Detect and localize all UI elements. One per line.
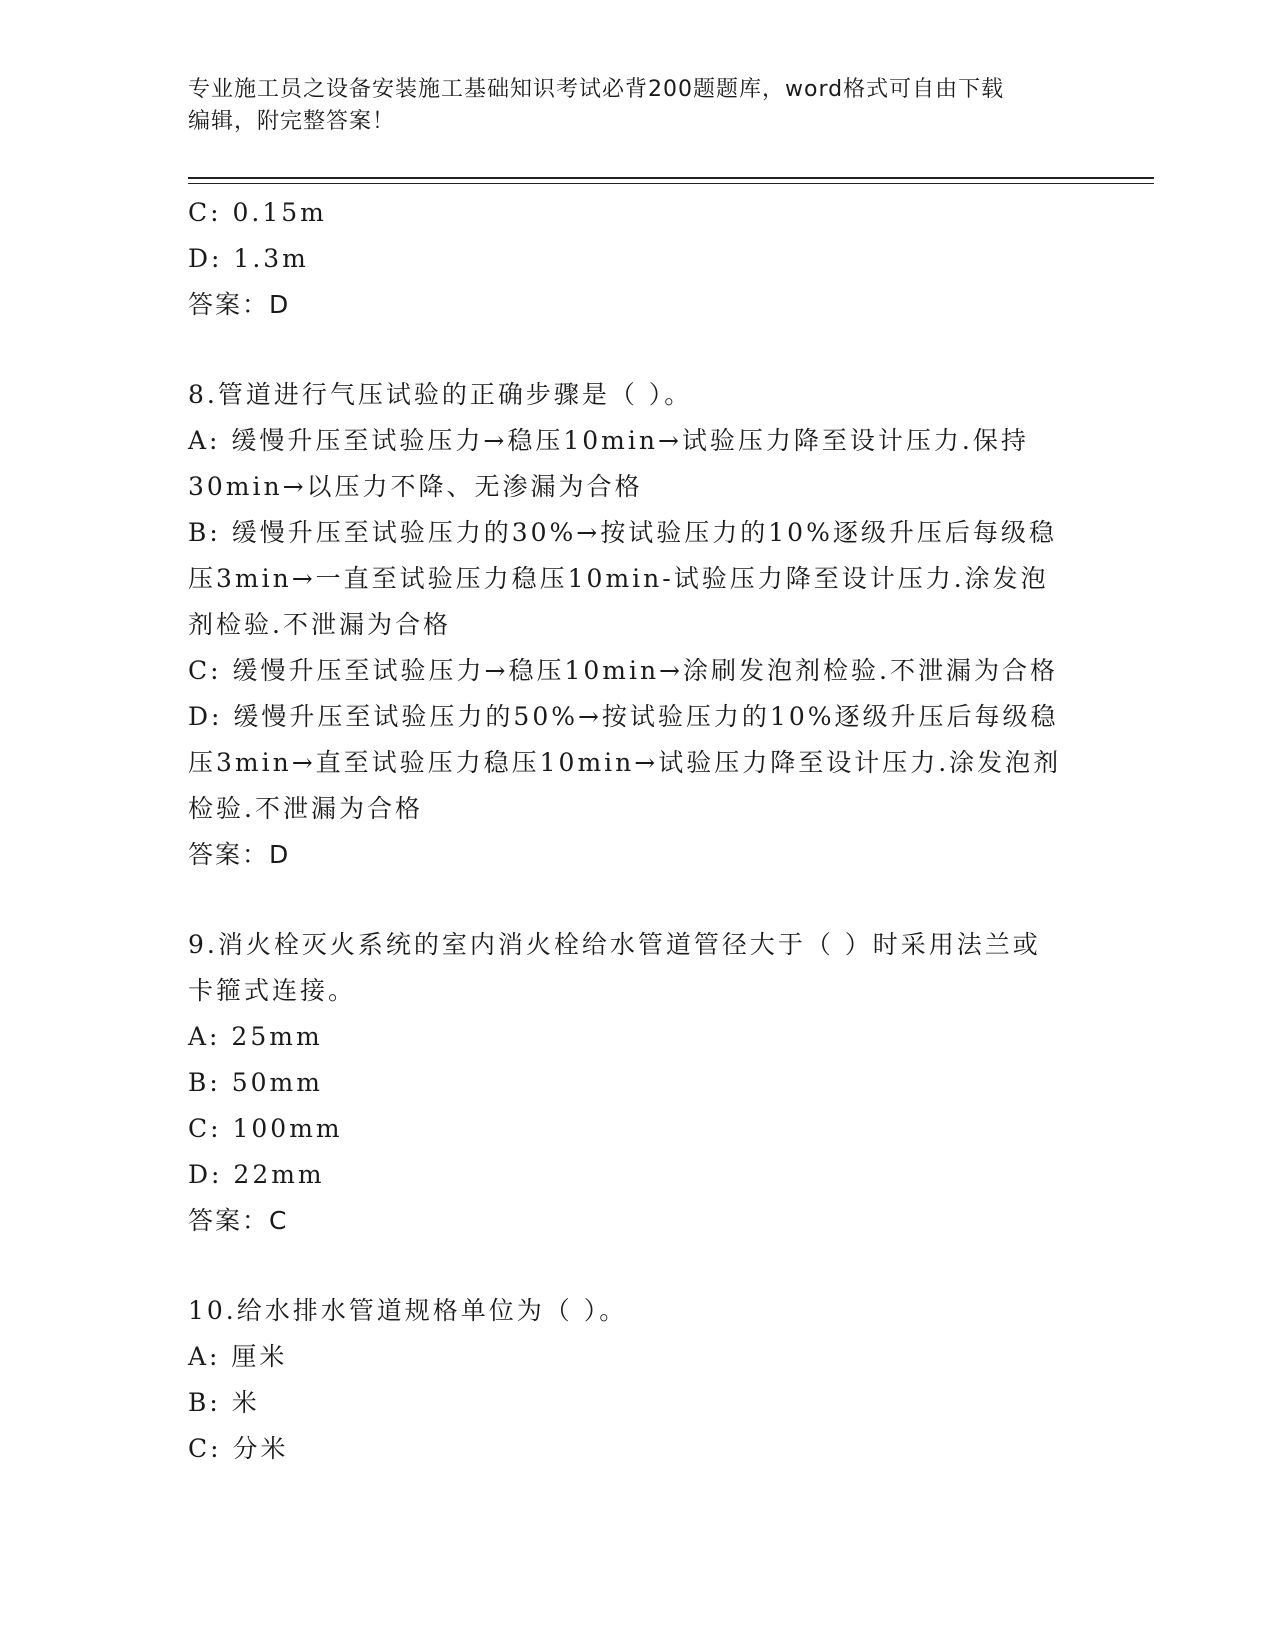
spacer (188, 1244, 1088, 1288)
option-b-line-3: 剂检验.不泄漏为合格 (188, 610, 451, 639)
option-d: D: 1.3m (188, 244, 309, 273)
question-9 (188, 922, 1088, 1244)
header-line-1: 专业施工员之设备安装施工基础知识考试必背200题题库，word格式可自由下载 (188, 77, 1005, 102)
question-text-line-1: 9.消火栓灭火系统的室内消火栓给水管道管径大于（ ）时采用法兰或 (188, 930, 1041, 959)
option-c: C: 100mm (188, 1114, 343, 1143)
option-b-line-1: B: 缓慢升压至试验压力的30%→按试验压力的10%逐级升压后每级稳 (188, 518, 1057, 547)
option-a: A: 25mm (188, 1022, 323, 1051)
option-c: C: 0.15m (188, 198, 327, 227)
answer: 答案：D (188, 290, 291, 319)
question-10 (188, 1288, 1088, 1472)
option-d-line-2: 压3min→直至试验压力稳压10min→试验压力降至设计压力.涂发泡剂 (188, 748, 1062, 777)
page-header (188, 74, 1068, 138)
option-a: A: 厘米 (188, 1342, 288, 1371)
option-a-line-2: 30min→以压力不降、无渗漏为合格 (188, 472, 643, 501)
option-c: C: 缓慢升压至试验压力→稳压10min→涂刷发泡剂检验.不泄漏为合格 (188, 656, 1058, 685)
option-b: B: 50mm (188, 1068, 323, 1097)
question-content (188, 190, 1088, 1472)
answer: 答案：C (188, 1206, 289, 1235)
question-8 (188, 372, 1088, 878)
option-c: C: 分米 (188, 1434, 289, 1463)
spacer (188, 328, 1088, 372)
answer: 答案：D (188, 840, 291, 869)
option-d: D: 22mm (188, 1160, 325, 1189)
question-text: 10.给水排水管道规格单位为（ ）。 (188, 1296, 628, 1325)
header-rule-thin (188, 183, 1154, 184)
header-line-2: 编辑，附完整答案！ (188, 109, 396, 134)
question-text: 8.管道进行气压试验的正确步骤是（ ）。 (188, 380, 693, 409)
option-b: B: 米 (188, 1388, 260, 1417)
question-text-line-2: 卡箍式连接。 (188, 976, 357, 1005)
spacer (188, 878, 1088, 922)
question-7-tail (188, 190, 1088, 328)
option-b-line-2: 压3min→一直至试验压力稳压10min-试验压力降至设计压力.涂发泡 (188, 564, 1049, 593)
option-a-line-1: A: 缓慢升压至试验压力→稳压10min→试验压力降至设计压力.保持 (188, 426, 1029, 455)
option-d-line-1: D: 缓慢升压至试验压力的50%→按试验压力的10%逐级升压后每级稳 (188, 702, 1059, 731)
option-d-line-3: 检验.不泄漏为合格 (188, 794, 423, 823)
header-rule-thick (188, 177, 1154, 179)
